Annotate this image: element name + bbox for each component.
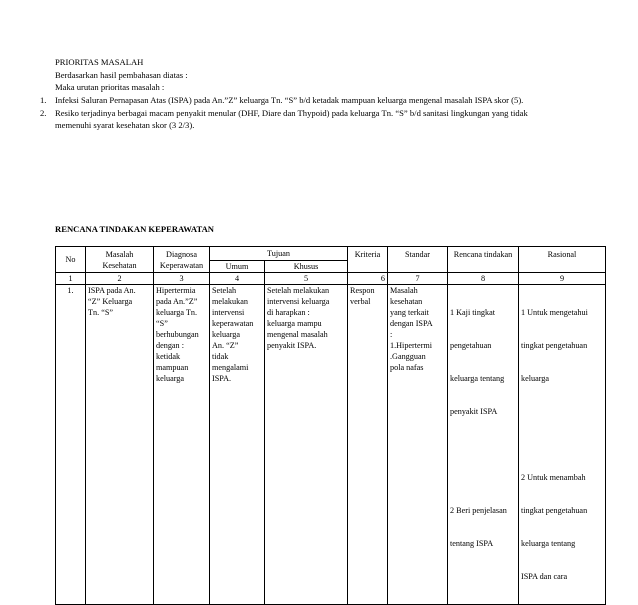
header-standar: Standar — [388, 247, 448, 273]
header-rasional: Rasional — [519, 247, 606, 273]
col-number: 2 — [86, 273, 154, 285]
cell-rasional: 1 Untuk mengetahui tingkat pengetahuan keluarga 2 Untuk menambah tingkat pengetahuan keluarga tentang ISPA dan cara — [519, 285, 606, 605]
cell-rencana: 1 Kaji tingkat pengetahuan keluarga tentang penyakit ISPA 2 Beri penjelasan tentang ISPA — [448, 285, 519, 605]
cell-masalah: ISPA pada An. “Z” Keluarga Tn. “S” — [86, 285, 154, 605]
priority-title: PRIORITAS MASALAH — [55, 57, 144, 67]
header-tujuan: Tujuan — [210, 247, 348, 261]
nursing-plan-table — [55, 246, 606, 605]
cell-kriteria: Respon verbal — [348, 285, 388, 605]
priority-intro-1: Berdasarkan hasil pembahasan diatas : — [55, 70, 188, 80]
header-diagnosa: Diagnosa Keperawatan — [154, 247, 210, 273]
plan-heading: RENCANA TINDAKAN KEPERAWATAN — [55, 224, 214, 234]
header-kriteria: Kriteria — [348, 247, 388, 273]
priority-item-text: Infeksi Saluran Pernapasan Atas (ISPA) pada An.”Z” keluarga Tn. “S” b/d ketadak mampuan keluarga mengenal masalah ISPA skor (5). — [55, 95, 524, 105]
table-row — [56, 285, 606, 605]
priority-item-text-cont: memenuhi syarat kesehatan skor (3 2/3). — [55, 120, 195, 130]
cell-khusus: Setelah melakukan intervensi keluarga di harapkan : keluarga mampu mengenal masalah penyakit ISPA. — [265, 285, 348, 605]
col-number: 4 — [210, 273, 265, 285]
cell-umum: Setelah melakukan intervensi keperawatan keluarga An. “Z” tidak mengalami ISPA. — [210, 285, 265, 605]
priority-item-number: 2. — [40, 108, 47, 118]
col-number: 5 — [265, 273, 348, 285]
cell-standar: Masalah kesehatan yang terkait dengan ISPA : 1.Hipertermi .Gangguan pola nafas — [388, 285, 448, 605]
priority-item-text: Resiko terjadinya berbagai macam penyakit menular (DHF, Diare dan Thypoid) pada keluarga Tn. “S” b/d sanitasi lingkungan yang tidak — [55, 108, 528, 118]
priority-intro-2: Maka urutan prioritas masalah : — [55, 82, 165, 92]
cell-no: 1. — [56, 285, 86, 605]
col-number: 3 — [154, 273, 210, 285]
header-no: No — [56, 247, 86, 273]
col-number: 8 — [448, 273, 519, 285]
cell-diagnosa: Hipertermia pada An.”Z” keluarga Tn. “S” berhubungan dengan : ketidak mampuan keluarga — [154, 285, 210, 605]
col-number: 7 — [388, 273, 448, 285]
header-rencana: Rencana tindakan — [448, 247, 519, 273]
header-masalah: Masalah Kesehatan — [86, 247, 154, 273]
header-khusus: Khusus — [265, 261, 348, 273]
col-number: 6 — [348, 273, 388, 285]
col-number: 9 — [519, 273, 606, 285]
col-number: 1 — [56, 273, 86, 285]
priority-item-number: 1. — [40, 95, 47, 105]
header-umum: Umum — [210, 261, 265, 273]
